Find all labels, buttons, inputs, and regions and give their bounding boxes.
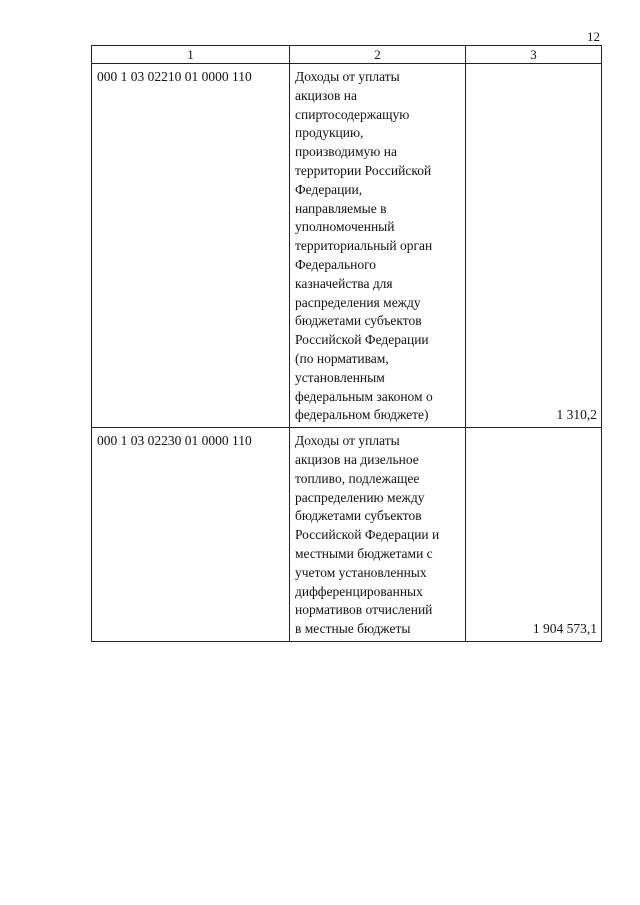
page-number: 12 bbox=[587, 29, 600, 44]
revenue-name-line: уполномоченный bbox=[295, 219, 395, 235]
revenue-name-line: распределения между bbox=[295, 294, 421, 310]
table-row bbox=[92, 428, 602, 642]
revenue-name-line: (по нормативам, bbox=[295, 350, 389, 366]
revenue-name-line: топливо, подлежащее bbox=[295, 470, 420, 486]
budget-revenue-table bbox=[91, 45, 602, 642]
revenue-code-cell: 000 1 03 02210 01 0000 110 bbox=[92, 64, 290, 428]
revenue-name-line: бюджетами субъектов bbox=[295, 313, 422, 329]
revenue-name-line: территориальный орган bbox=[295, 238, 433, 254]
revenue-name-line: установленным bbox=[295, 369, 385, 385]
revenue-name-line: производимую на bbox=[295, 144, 397, 160]
revenue-name-line: Доходы от уплаты bbox=[295, 433, 400, 449]
column-header-1: 1 bbox=[92, 46, 290, 64]
revenue-name-line: акцизов на bbox=[295, 87, 357, 103]
revenue-name-line: распределению между bbox=[295, 489, 425, 505]
revenue-name-cell bbox=[290, 64, 466, 428]
revenue-name-line: продукцию, bbox=[295, 125, 364, 141]
revenue-name-line: казначейства для bbox=[295, 275, 393, 291]
revenue-name-cell bbox=[290, 428, 466, 642]
revenue-name-line: федеральном бюджете) bbox=[295, 407, 429, 423]
revenue-name-line: в местные бюджеты bbox=[295, 621, 411, 637]
table-row bbox=[92, 64, 602, 428]
table-header-row bbox=[92, 46, 602, 64]
revenue-name-line: акцизов на дизельное bbox=[295, 451, 419, 467]
revenue-name-line: территории Российской bbox=[295, 162, 432, 178]
revenue-name-line: нормативов отчислений bbox=[295, 602, 433, 618]
column-header-2: 2 bbox=[290, 46, 466, 64]
revenue-name-line: Федерации, bbox=[295, 181, 363, 197]
revenue-name-line: спиртосодержащую bbox=[295, 106, 410, 122]
revenue-name-line: направляемые в bbox=[295, 200, 387, 216]
revenue-name-line: Доходы от уплаты bbox=[295, 69, 400, 84]
revenue-name-line: Российской Федерации и bbox=[295, 527, 440, 543]
revenue-name-line: Российской Федерации bbox=[295, 332, 429, 348]
column-header-3: 3 bbox=[466, 46, 602, 64]
revenue-name-line: учетом установленных bbox=[295, 564, 427, 580]
revenue-name-line: бюджетами субъектов bbox=[295, 508, 422, 524]
revenue-name-line: Федерального bbox=[295, 256, 377, 272]
revenue-name-line: дифференцированных bbox=[295, 583, 423, 599]
revenue-name-line: федеральным законом о bbox=[295, 388, 433, 404]
revenue-name-line: местными бюджетами с bbox=[295, 545, 433, 561]
revenue-amount-cell: 1 310,2 bbox=[466, 64, 602, 428]
revenue-amount-cell: 1 904 573,1 bbox=[466, 428, 602, 642]
revenue-code-cell: 000 1 03 02230 01 0000 110 bbox=[92, 428, 290, 642]
